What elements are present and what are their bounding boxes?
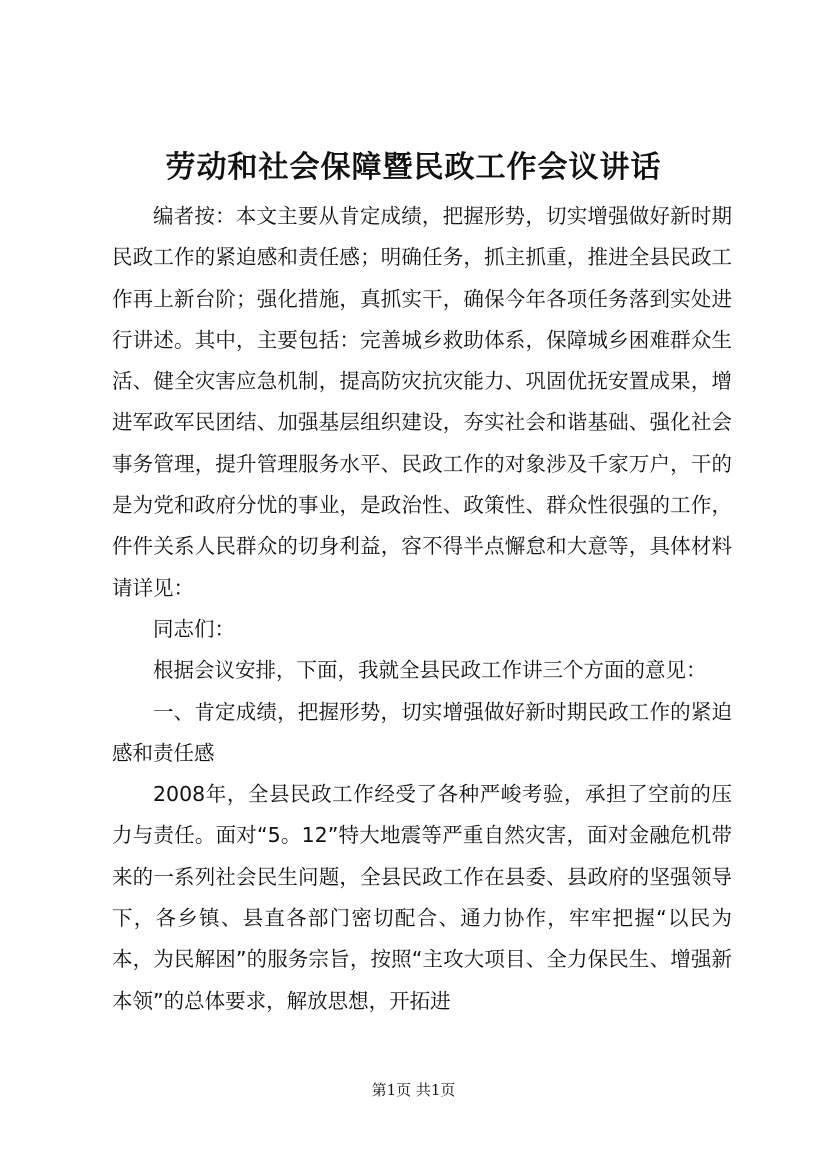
document-body — [112, 196, 732, 1022]
page-number-footer: 第1页 共1页 — [371, 1081, 456, 1099]
editor-note-paragraph: 编者按：本文主要从肯定成绩，把握形势，切实增强做好新时期民政工作的紧迫感和责任感；明确任务，抓主抓重，推进全县民政工作再上新台阶；强化措施，真抓实干，确保今年各项任务落到实处进行讲述。其中，主要包括：完善城乡救助体系，保障城乡困难群众生活、健全灾害应急机制，提高防灾抗灾能力、巩固优抚安置成果，增进军政军民团结、加强基层组织建设，夯实社会和谐基础、强化社会事务管理，提升管理服务水平、民政工作的对象涉及千家万户，干的是为党和政府分忧的事业，是政治性、政策性、群众性很强的工作，件件关系人民群众的切身利益，容不得半点懈怠和大意等，具体材料请详见： — [112, 204, 732, 600]
document-title: 劳动和社会保障暨民政工作会议讲话 — [165, 150, 662, 185]
body-paragraph: 2008年，全县民政工作经受了各种严峻考验，承担了空前的压力与责任。面对“5。12”特大地震等严重自然灾害，面对金融危机带来的一系列社会民生问题，全县民政工作在县委、县政府的坚强领导下，各乡镇、县直各部门密切配合、通力协作，牢牢把握“以民为本，为民解困”的服务宗旨，按照“主攻大项目、全力保民生、增强新本领”的总体要求，解放思想，开拓进 — [112, 782, 732, 1013]
section-heading-1: 一、肯定成绩，把握形势，切实增强做好新时期民政工作的紧迫感和责任感 — [112, 699, 732, 765]
intro-paragraph: 根据会议安排，下面，我就全县民政工作讲三个方面的意见： — [153, 658, 707, 683]
salutation-paragraph: 同志们： — [153, 616, 235, 641]
